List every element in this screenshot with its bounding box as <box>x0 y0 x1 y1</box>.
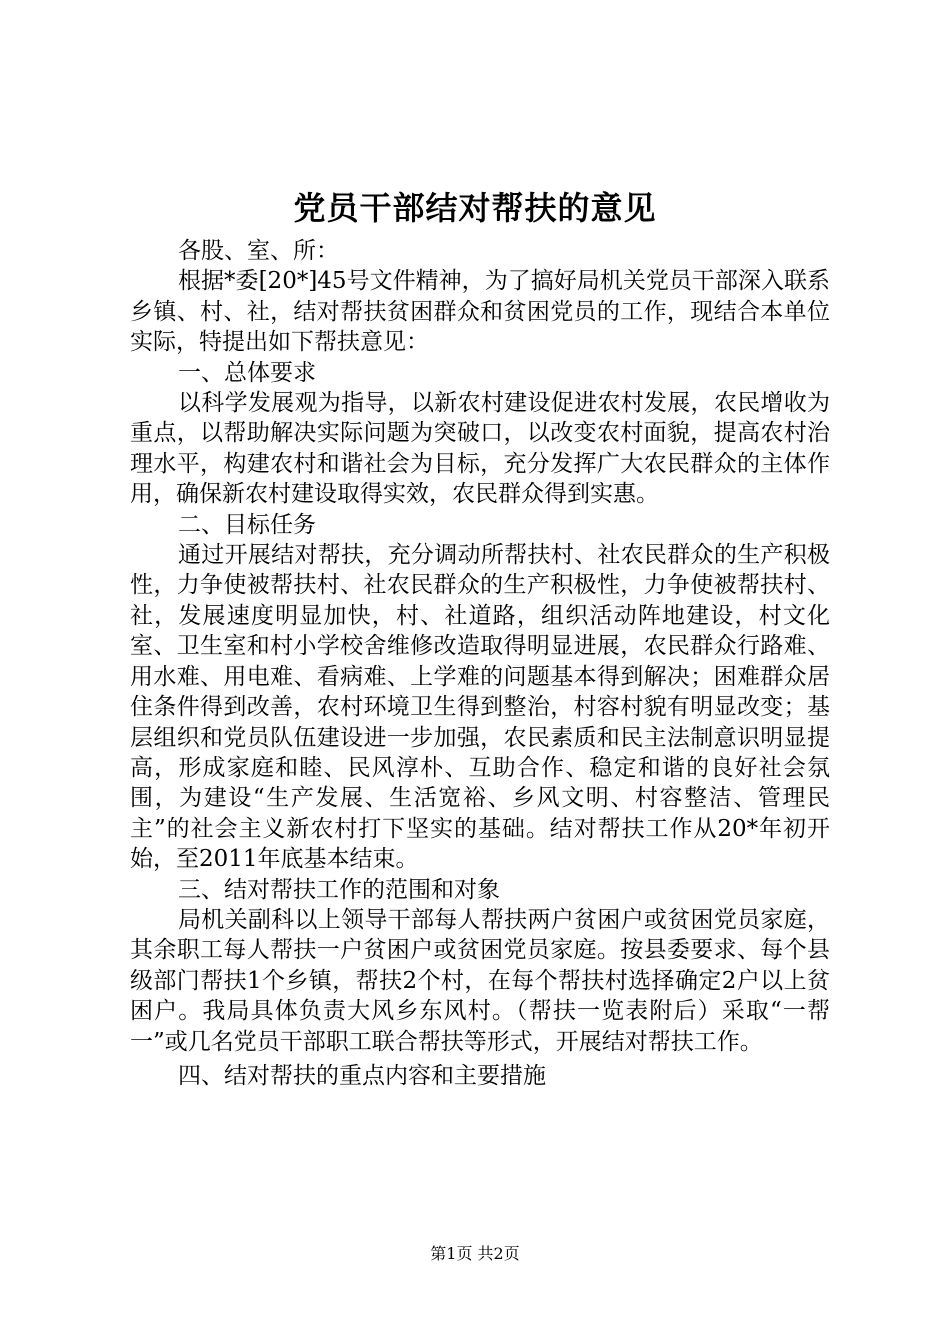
section-heading-1: 一、总体要求 <box>178 359 316 386</box>
document-title: 党员干部结对帮扶的意见 <box>293 189 657 227</box>
document-body <box>130 236 830 1091</box>
section-text-2: 通过开展结对帮扶，充分调动所帮扶村、社农民群众的生产积极性，力争使被帮扶村、社农民群众的生产积极性，力争使被帮扶村、社，发展速度明显加快，村、社道路，组织活动阵地建设，村文化室、卫生室和村小学校舍维修改造取得明显进展，农民群众行路难、用水难、用电难、看病难、上学难的问题基本得到解决；困难群众居住条件得到改善，农村环境卫生得到整治，村容村貌有明显改变；基层组织和党员队伍建设进一步加强，农民素质和民主法制意识明显提高，形成家庭和睦、民风淳朴、互助合作、稳定和谐的良好社会氛围，为建设“生产发展、生活宽裕、乡风文明、村容整洁、管理民主”的社会主义新农村打下坚实的基础。结对帮扶工作从20*年初开始，至2011年底基本结束。 <box>130 542 830 873</box>
section-heading-4: 四、结对帮扶的重点内容和主要措施 <box>178 1062 546 1089</box>
salutation: 各股、室、所： <box>178 238 339 264</box>
section-heading-2: 二、目标任务 <box>178 511 316 538</box>
section-text-3: 局机关副科以上领导干部每人帮扶两户贫困户或贫困党员家庭，其余职工每人帮扶一户贫困户或贫困党员家庭。按县委要求、每个县级部门帮扶1个乡镇，帮扶2个村，在每个帮扶村选择确定2户以上贫困户。我局具体负责大风乡东风村。（帮扶一览表附后）采取“一帮一”或几名党员干部职工联合帮扶等形式，开展结对帮扶工作。 <box>130 906 830 1055</box>
intro-paragraph: 根据*委[20*]45号文件精神，为了搞好局机关党员干部深入联系乡镇、村、社，结对帮扶贫困群众和贫困党员的工作，现结合本单位实际，特提出如下帮扶意见： <box>130 268 830 356</box>
section-heading-3: 三、结对帮扶工作的范围和对象 <box>178 876 500 903</box>
page-number: 第1页 共2页 <box>430 1244 520 1263</box>
section-text-1: 以科学发展观为指导，以新农村建设促进农村发展，农民增收为重点，以帮助解决实际问题为突破口，以改变农村面貌，提高农村治理水平，构建农村和谐社会为目标，充分发挥广大农民群众的主体作用，确保新农村建设取得实效，农民群众得到实惠。 <box>130 390 830 508</box>
